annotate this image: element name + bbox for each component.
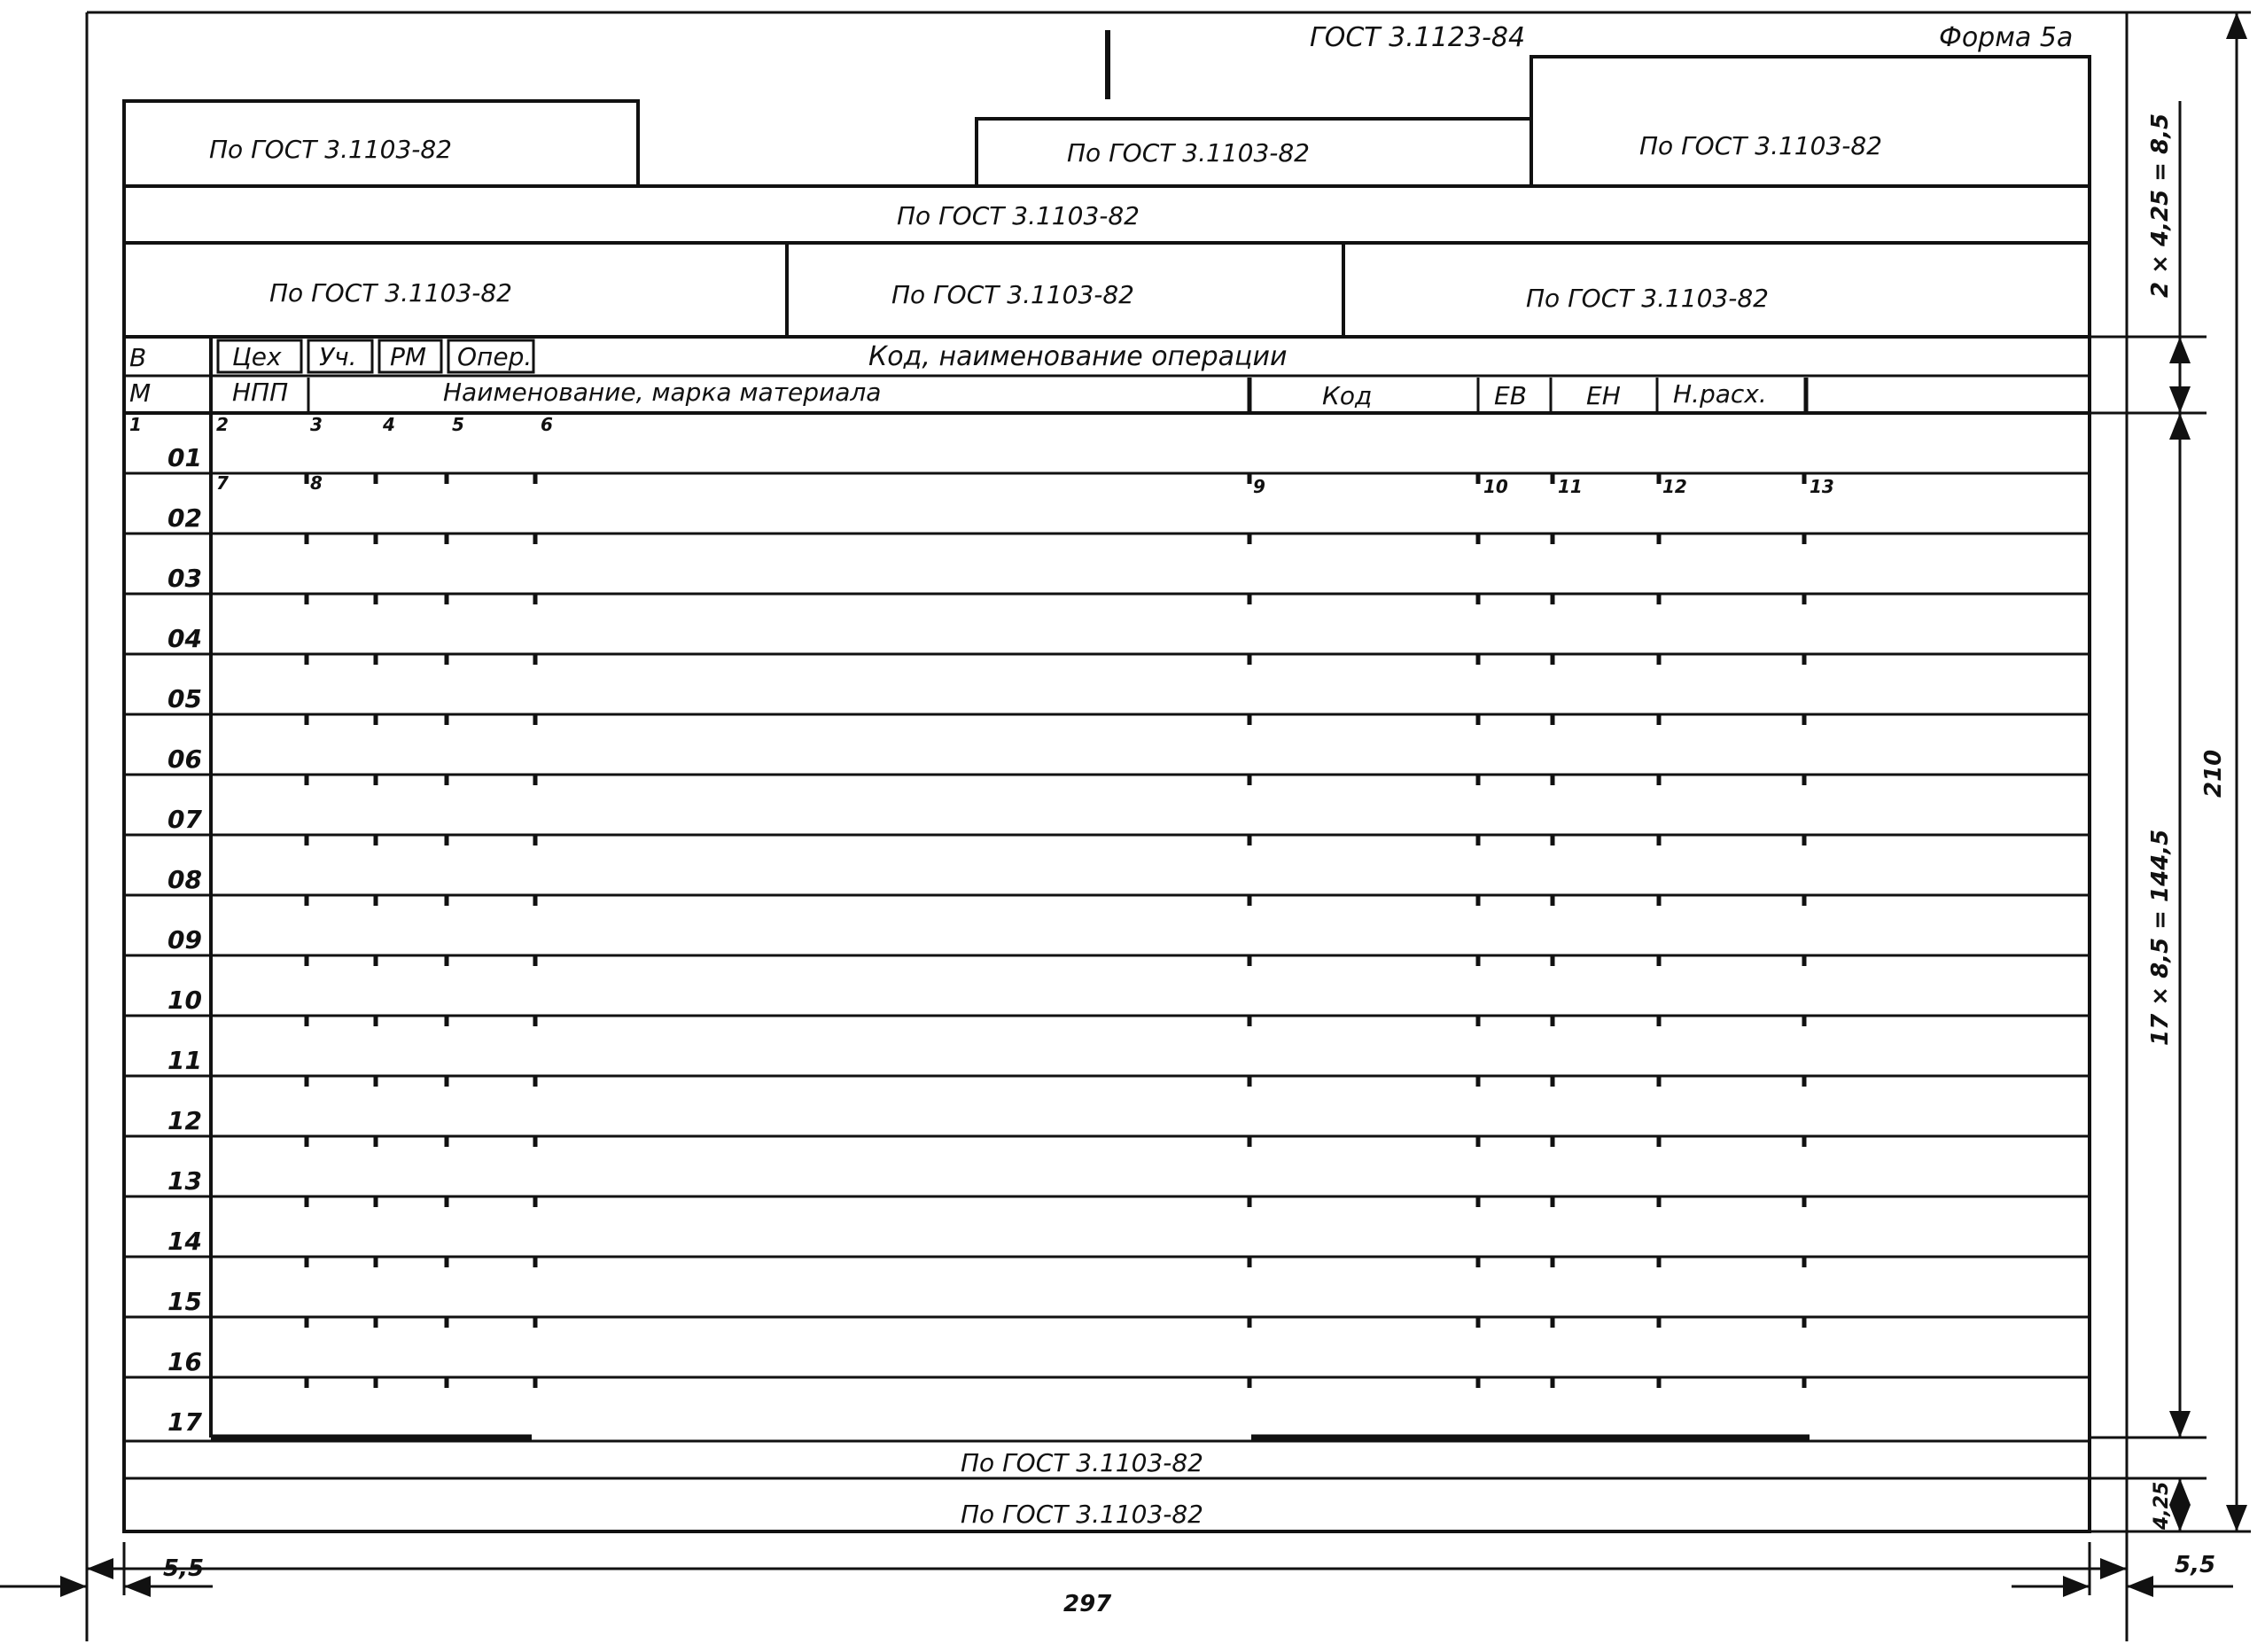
form-name: Форма 5а [1939, 22, 2074, 53]
dim-height: 210 [2200, 749, 2227, 798]
row-a-section: Уч. [319, 342, 357, 371]
third-row-left-text: По ГОСТ 3.1103-82 [269, 278, 512, 308]
dim-footer-row: 4,25 [2151, 1481, 2173, 1530]
row-number: 14 [167, 1227, 202, 1256]
col-no-7: 7 [216, 472, 229, 494]
col-no-2: 2 [216, 414, 229, 435]
row-b-ev: ЕВ [1494, 381, 1527, 410]
col-no-4: 4 [383, 414, 395, 435]
row-a-operation: Опер. [457, 342, 533, 371]
wide-row-text: По ГОСТ 3.1103-82 [897, 201, 1140, 230]
row-a-workplace: РМ [390, 342, 427, 371]
top-mid-box-text: По ГОСТ 3.1103-82 [1067, 138, 1310, 168]
row-number: 05 [167, 684, 202, 713]
sheet-frame [87, 12, 2127, 1641]
row-a-shop: Цех [232, 342, 282, 371]
col-no-8: 8 [310, 472, 323, 494]
row-number: 03 [167, 564, 202, 593]
row-number: 08 [167, 865, 202, 894]
col-no-1: 1 [129, 414, 142, 435]
row-b-en: ЕН [1586, 381, 1621, 410]
dimension-lines [0, 12, 2251, 1595]
third-row-right-text: По ГОСТ 3.1103-82 [1526, 284, 1769, 313]
row-b-npp: НПП [232, 378, 289, 407]
row-number: 02 [167, 503, 202, 533]
footer-row-1-text: По ГОСТ 3.1103-82 [961, 1448, 1203, 1477]
col-no-6: 6 [541, 414, 553, 435]
table-body-rows [124, 443, 2090, 1437]
top-right-box-text: По ГОСТ 3.1103-82 [1639, 131, 1882, 160]
dim-body-rows: 17 × 8,5 = 144,5 [2147, 829, 2174, 1046]
row-number: 07 [167, 805, 202, 834]
dim-right-margin: 5,5 [2175, 1552, 2216, 1578]
col-no-5: 5 [452, 414, 464, 435]
third-row-mid-text: По ГОСТ 3.1103-82 [891, 280, 1134, 309]
col-no-3: 3 [310, 414, 323, 435]
row-b-marker: М [129, 378, 152, 408]
row-number: 10 [167, 986, 202, 1015]
row-b-nrash: Н.расх. [1673, 379, 1767, 409]
row-number: 17 [167, 1407, 202, 1437]
col-no-12: 12 [1662, 476, 1687, 497]
row-number: 12 [167, 1106, 202, 1135]
row-number: 16 [167, 1347, 202, 1376]
table-frame [124, 337, 2090, 1531]
dim-left-margin: 5,5 [163, 1555, 205, 1582]
col-no-9: 9 [1253, 476, 1265, 497]
row-number: 01 [167, 443, 202, 472]
row-b-material: Наименование, марка материала [443, 378, 882, 407]
row-number: 15 [167, 1287, 202, 1316]
row-number: 13 [167, 1166, 202, 1196]
row-b-code: Код [1322, 381, 1373, 410]
col-no-10: 10 [1483, 476, 1508, 497]
col-no-13: 13 [1810, 476, 1834, 497]
dim-header-rows: 2 × 4,25 = 8,5 [2147, 113, 2174, 298]
row-a-marker: В [129, 343, 147, 372]
row-a-title: Код, наименование операции [868, 341, 1288, 372]
row-number: 06 [167, 744, 202, 774]
top-left-box-text: По ГОСТ 3.1103-82 [209, 135, 452, 164]
col-no-11: 11 [1558, 476, 1583, 497]
dim-width: 297 [1063, 1591, 1112, 1617]
row-number: 11 [167, 1046, 202, 1075]
row-number: 09 [167, 925, 202, 955]
standard-number: ГОСТ 3.1123-84 [1310, 22, 1526, 53]
footer-row-2-text: По ГОСТ 3.1103-82 [961, 1500, 1203, 1529]
row-number: 04 [167, 624, 202, 653]
